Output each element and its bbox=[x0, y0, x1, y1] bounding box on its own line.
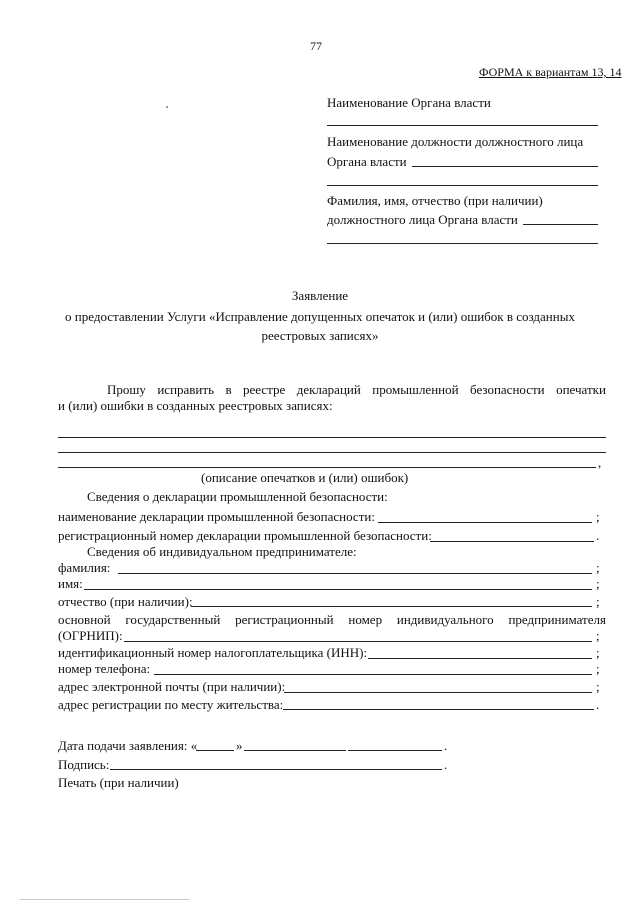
ogrnip-word: предпринимателя bbox=[508, 612, 606, 627]
description-comma: , bbox=[598, 455, 602, 470]
document-subtitle-line2: реестровых записях» bbox=[261, 328, 379, 343]
email-input[interactable] bbox=[284, 692, 592, 693]
request-word: исправить bbox=[157, 382, 215, 397]
ogrnip-word: государственный bbox=[125, 612, 221, 627]
description-line-2[interactable] bbox=[58, 452, 606, 453]
name-input[interactable] bbox=[84, 589, 592, 590]
inn-input[interactable] bbox=[368, 658, 592, 659]
ogrnip-word: основной bbox=[58, 612, 111, 627]
entrepreneur-section-title: Сведения об индивидуальном предпринимателе: bbox=[87, 544, 357, 559]
ogrnip-word: номер bbox=[348, 612, 383, 627]
request-word: реестре bbox=[243, 382, 286, 397]
phone-label: номер телефона: bbox=[58, 661, 151, 676]
organ-name-label: Наименование Органа власти bbox=[327, 95, 491, 110]
ogrnip-word: регистрационный bbox=[235, 612, 334, 627]
address-label: адрес регистрации по месту жительства: bbox=[58, 697, 284, 712]
description-caption: (описание опечатков и (или) ошибок) bbox=[201, 470, 409, 485]
document-heading: Заявление bbox=[291, 288, 349, 303]
fio-line-a[interactable] bbox=[523, 224, 598, 225]
declaration-reg-number-label: регистрационный номер декларации промышленной безопасности: bbox=[58, 528, 432, 543]
request-word: опечатки bbox=[556, 382, 606, 397]
position-line-b[interactable] bbox=[327, 185, 598, 186]
inn-label: идентификационный номер налогоплательщика (ИНН): bbox=[58, 645, 368, 660]
request-word: безопасности bbox=[470, 382, 545, 397]
semicolon: ; bbox=[596, 628, 600, 643]
request-word: Прошу bbox=[107, 382, 146, 397]
position-label-line2: Органа власти bbox=[327, 154, 407, 169]
description-line-1[interactable] bbox=[58, 437, 606, 438]
date-day-input[interactable] bbox=[196, 750, 234, 751]
position-line-a[interactable] bbox=[412, 166, 598, 167]
ogrnip-label: (ОГРНИП): bbox=[58, 628, 123, 643]
name-label: имя: bbox=[58, 576, 83, 591]
stamp-label: Печать (при наличии) bbox=[58, 775, 179, 790]
form-label: ФОРМА к вариантам 13, 14 bbox=[479, 65, 622, 79]
request-word: промышленной bbox=[372, 382, 459, 397]
patronymic-label: отчество (при наличии): bbox=[58, 594, 193, 609]
request-word: в bbox=[225, 382, 232, 397]
fio-line-b[interactable] bbox=[327, 243, 598, 244]
declaration-section-title: Сведения о декларации промышленной безопасности: bbox=[87, 489, 388, 504]
fio-label-line1: Фамилия, имя, отчество (при наличии) bbox=[327, 193, 543, 208]
request-line2: и (или) ошибки в созданных реестровых записях: bbox=[58, 398, 333, 413]
page-number: 77 bbox=[310, 39, 322, 53]
semicolon: ; bbox=[596, 645, 600, 660]
date-quote-close: » bbox=[236, 738, 243, 753]
description-line-3[interactable] bbox=[58, 467, 596, 468]
document-subtitle-line1: о предоставлении Услуги «Исправление допущенных опечаток и (или) ошибок в созданных bbox=[65, 309, 575, 324]
scan-dot bbox=[166, 106, 168, 108]
phone-input[interactable] bbox=[154, 674, 592, 675]
request-word: деклараций bbox=[296, 382, 361, 397]
declaration-name-input[interactable] bbox=[378, 522, 592, 523]
position-label-line1: Наименование должности должностного лица bbox=[327, 134, 584, 149]
ogrnip-word: индивидуального bbox=[396, 612, 494, 627]
signature-label: Подпись: bbox=[58, 757, 110, 772]
fio-label-line2: должностного лица Органа власти bbox=[327, 212, 518, 227]
period: . bbox=[444, 757, 448, 772]
date-label: Дата подачи заявления: « bbox=[58, 738, 198, 753]
patronymic-input[interactable] bbox=[191, 606, 592, 607]
ogrnip-input[interactable] bbox=[124, 641, 592, 642]
semicolon: ; bbox=[596, 576, 600, 591]
surname-label: фамилия: bbox=[58, 560, 111, 575]
declaration-name-label: наименование декларации промышленной безопасности: bbox=[58, 509, 375, 524]
semicolon: ; bbox=[596, 594, 600, 609]
date-month-input[interactable] bbox=[244, 750, 346, 751]
semicolon: ; bbox=[596, 509, 600, 524]
period: . bbox=[596, 697, 600, 712]
signature-input[interactable] bbox=[110, 769, 442, 770]
date-year-input[interactable] bbox=[348, 750, 442, 751]
ogrnip-label-line1 bbox=[58, 612, 606, 628]
semicolon: ; bbox=[596, 560, 600, 575]
period: . bbox=[444, 738, 448, 753]
surname-input[interactable] bbox=[118, 573, 592, 574]
scan-edge bbox=[20, 899, 190, 900]
declaration-reg-number-input[interactable] bbox=[430, 541, 594, 542]
semicolon: ; bbox=[596, 661, 600, 676]
organ-name-line[interactable] bbox=[327, 125, 598, 126]
address-input[interactable] bbox=[283, 709, 594, 710]
period: . bbox=[596, 528, 600, 543]
email-label: адрес электронной почты (при наличии): bbox=[58, 679, 286, 694]
request-line1 bbox=[107, 382, 606, 398]
semicolon: ; bbox=[596, 679, 600, 694]
